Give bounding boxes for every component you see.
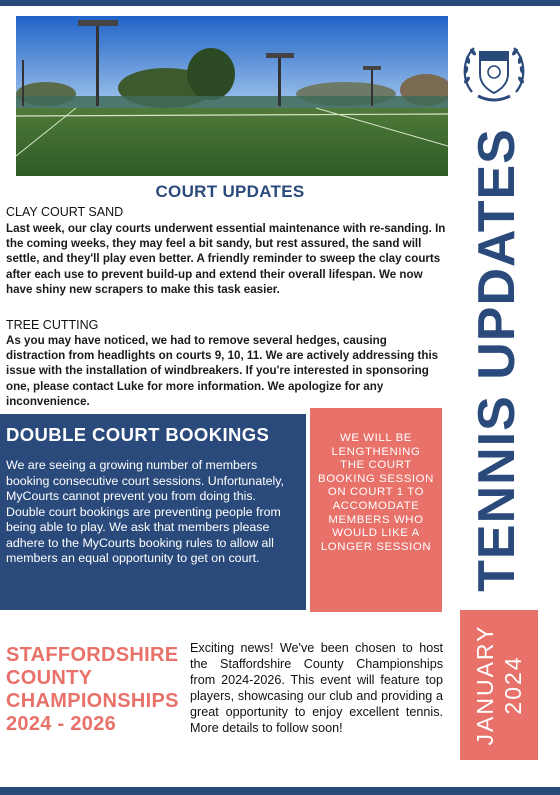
double-bookings-body: We are seeing a growing number of members booking consecutive court sessions. Unfortunately, MyCourts cannot prevent you from doing this. Double court bookings are preventing people from being able to play. We ask that members please adhere to the MyCourts booking rules to allow all members an equal opportunity to get on court. — [6, 458, 285, 565]
session-notice-text: WE WILL BE LENGTHENING THE COURT BOOKING SESSION ON COURT 1 TO ACCOMODATE MEMBERS WHO WOULD LIKE A LONGER SESSION — [318, 432, 434, 553]
clay-court-heading: CLAY COURT SAND — [6, 205, 124, 219]
masthead — [458, 120, 536, 600]
session-notice-panel — [310, 408, 442, 612]
bottom-border — [0, 787, 560, 795]
tree-cutting-body: As you may have noticed, we had to remove several hedges, causing distraction from headlights on courts 9, 10, 11. We are actively addressing this issue with the installation of windbreakers. If you're interested in sponsoring one, please contact Luke for more information. We apologize for any inconvenience. — [6, 334, 439, 408]
tree-cutting-heading: TREE CUTTING — [6, 318, 99, 332]
championships-body: Exciting news! We've been chosen to host the Staffordshire County Championships from 2024-2026. This event will feature top players, showcasing our club and providing a great opportunity to enjoy excellent tennis. More details to follow soon! — [190, 641, 443, 735]
double-bookings-panel — [0, 414, 306, 610]
issue-date — [471, 625, 527, 746]
issue-month: JANUARY — [472, 624, 498, 746]
tennis-court-photo — [16, 16, 448, 176]
masthead-title: TENNIS UPDATES — [468, 128, 526, 592]
double-bookings-heading: DOUBLE COURT BOOKINGS — [6, 424, 270, 445]
club-crest-icon — [458, 36, 530, 108]
issue-year: 2024 — [500, 655, 526, 715]
issue-date-box — [460, 610, 538, 760]
top-border — [0, 0, 560, 6]
clay-court-body: Last week, our clay courts underwent essential maintenance with re-sanding. In the coming weeks, they may feel a bit sandy, but rest assured, the sand will settle, and they'll play even better. A friendly reminder to sweep the clay courts after each use to prevent build-up and extend their overall lifespan. We now have shiny new scrapers to make this task easier. — [6, 222, 446, 296]
championships-heading: STAFFORDSHIRE COUNTY CHAMPIONSHIPS 2024 - 2026 — [6, 644, 179, 735]
court-updates-heading: COURT UPDATES — [155, 182, 305, 201]
